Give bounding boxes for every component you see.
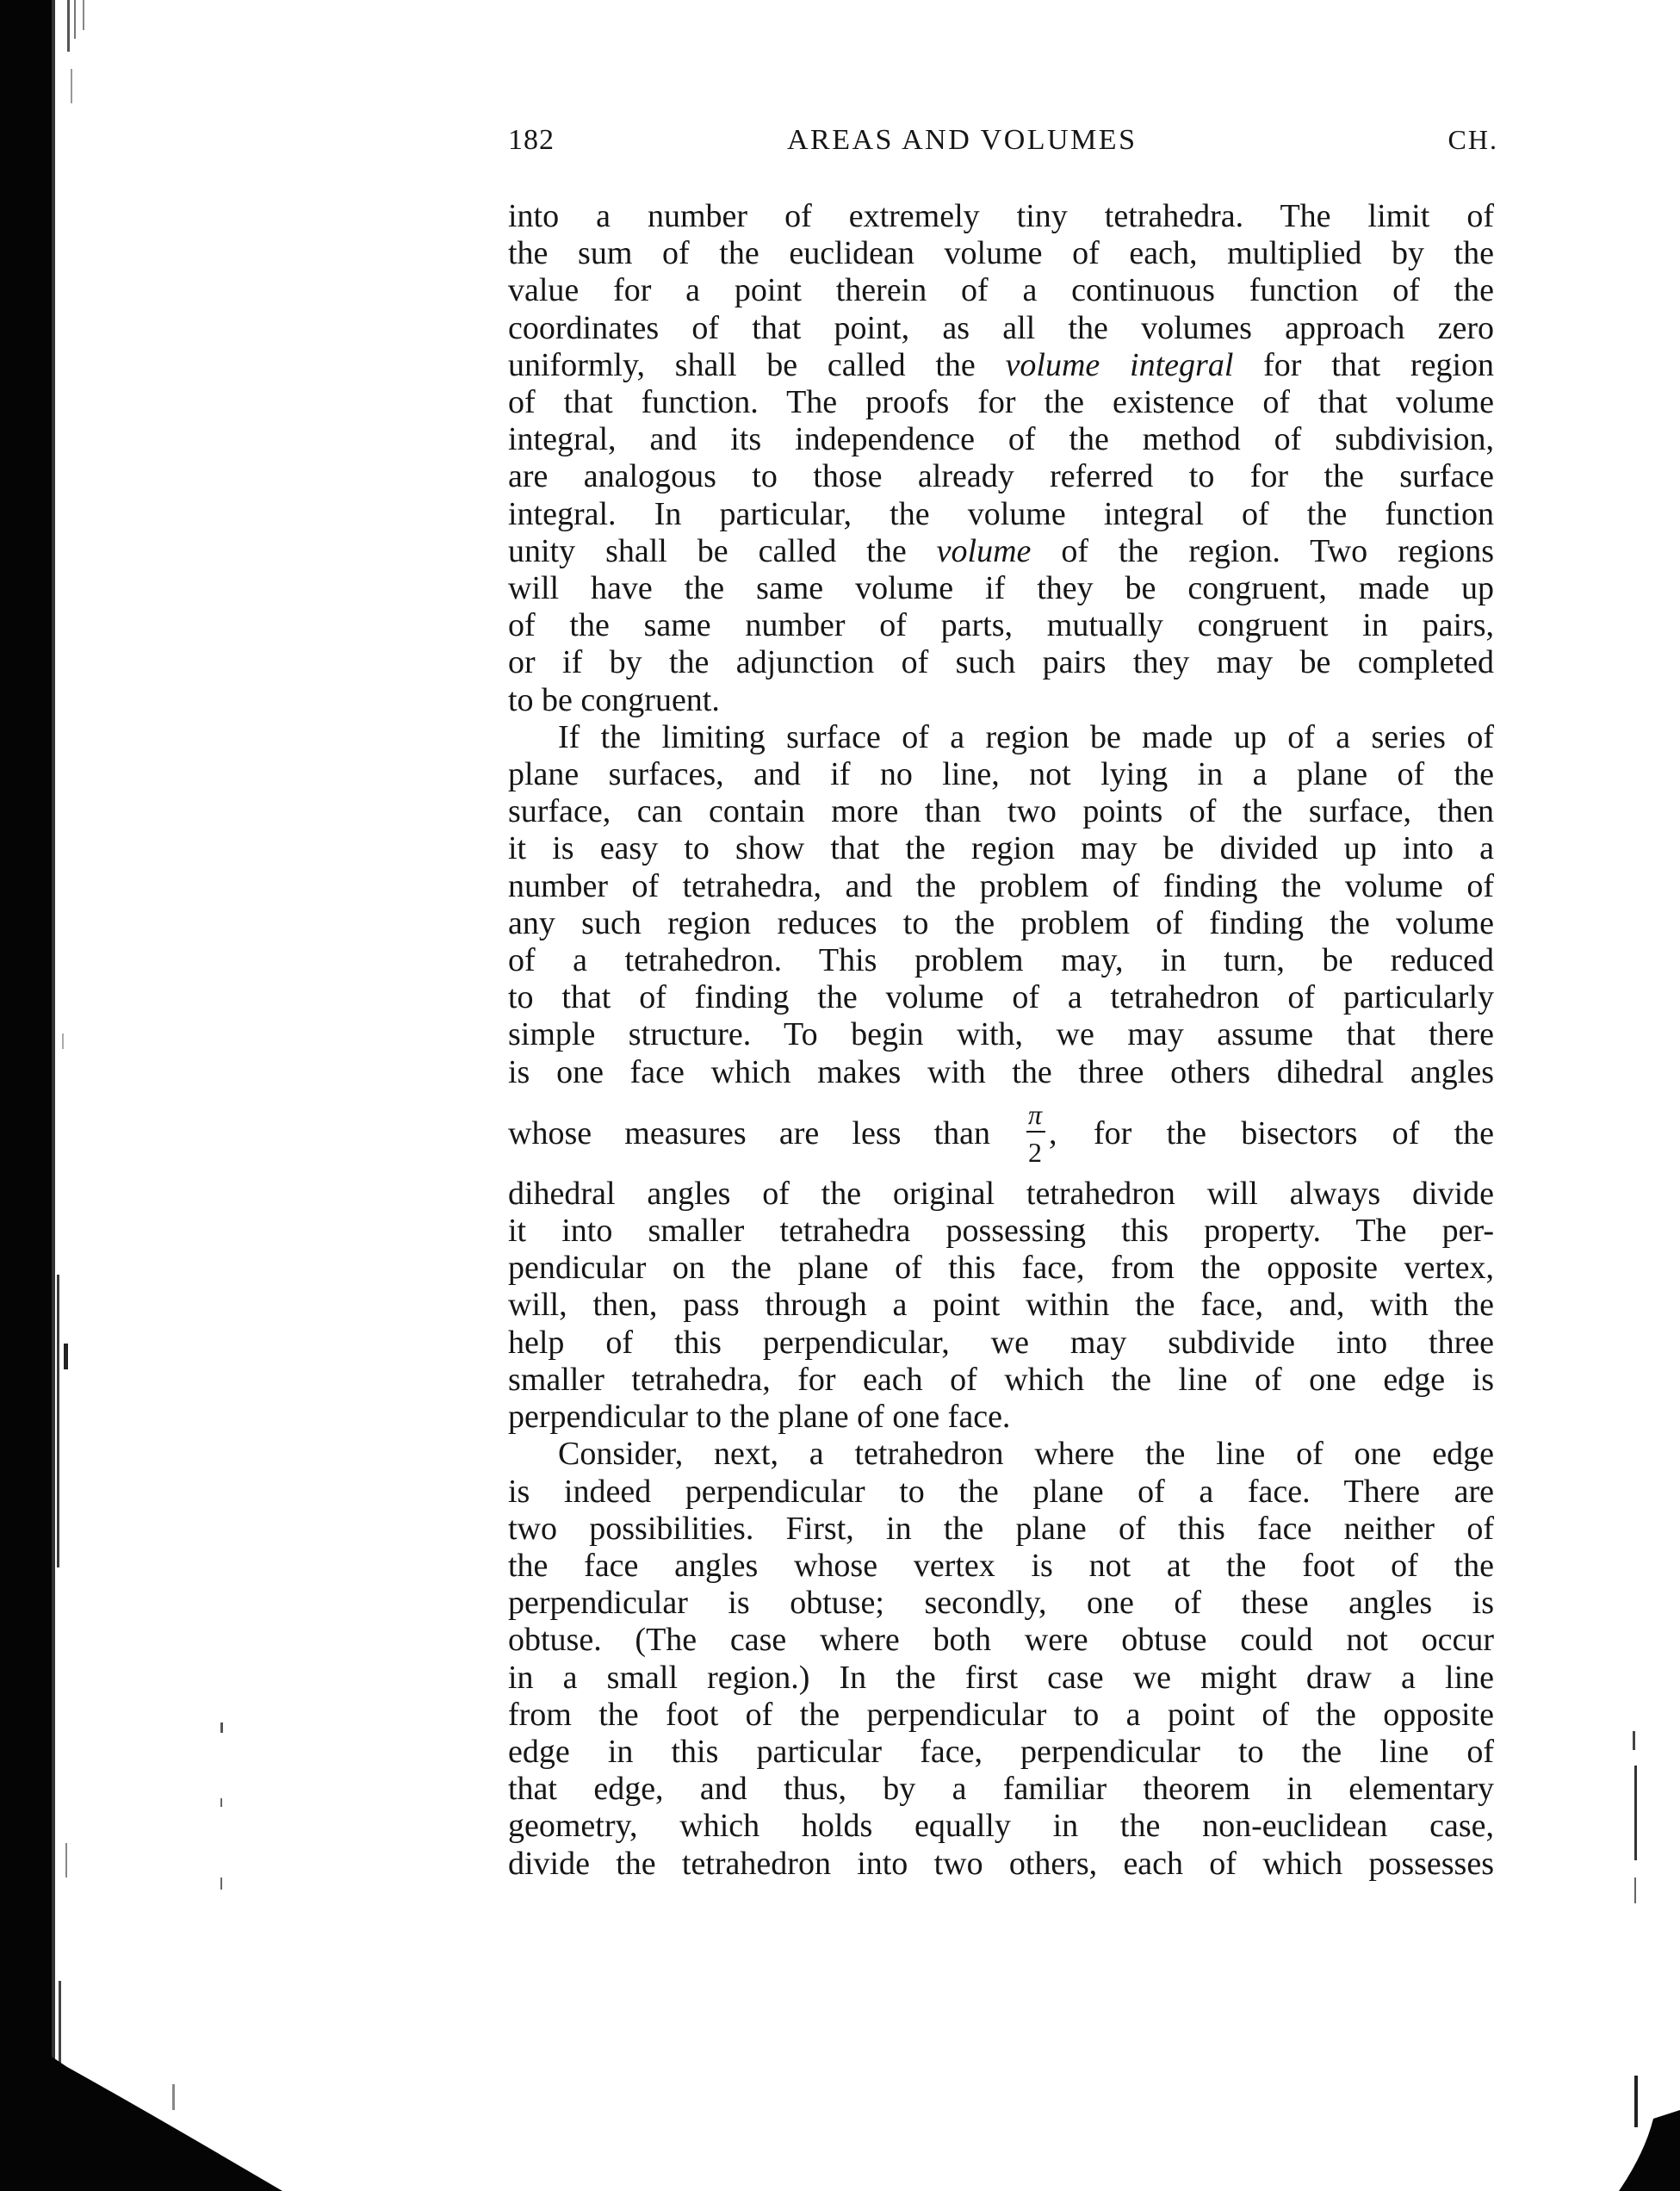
text-line: it is easy to show that the region may be divided up into a <box>508 830 1494 867</box>
text-line: of a tetrahedron. This problem may, in turn, be reduced <box>508 942 1494 979</box>
text-line: perpendicular is obtuse; secondly, one of these angles is <box>508 1585 1494 1622</box>
fraction-denominator: 2 <box>1028 1136 1042 1168</box>
term-volume: volume <box>936 532 1032 569</box>
text-line: any such region reduces to the problem of finding the volume <box>508 904 1494 941</box>
text-line: number of tetrahedra, and the problem of finding the volume of <box>508 867 1494 904</box>
right-edge-marks <box>1619 1705 1680 2191</box>
fraction-line <box>508 1091 1494 1176</box>
text-line: dihedral angles of the original tetrahedron will always divide <box>508 1175 1494 1212</box>
page-number: 182 <box>508 124 555 156</box>
text-line <box>508 347 1494 384</box>
text-line: value for a point therein of a continuous function of the <box>508 272 1494 309</box>
text-line: is one face which makes with the three others dihedral angles <box>508 1053 1494 1090</box>
text-line: Consider, next, a tetrahedron where the line of one edge <box>558 1436 1494 1473</box>
text-line: are analogous to those already referred to for the surface <box>508 458 1494 495</box>
chapter-label: CH. <box>1448 124 1498 155</box>
text-line: of that function. The proofs for the existence of that volume <box>508 384 1494 421</box>
binding-curve <box>41 2050 282 2191</box>
text-line: in a small region.) In the first case we might draw a line <box>508 1659 1494 1696</box>
text-span: unity shall be called the <box>508 532 907 569</box>
fraction-comma: , <box>1049 1114 1057 1151</box>
paragraph-3 <box>508 1436 1494 1882</box>
text-span: uniformly, shall be called the <box>508 346 976 383</box>
text-span: of the region. Two regions <box>1061 532 1494 569</box>
pi-over-two-fraction <box>1023 1096 1052 1179</box>
edge-marks <box>52 0 293 2191</box>
text-span: for that region <box>1263 346 1495 383</box>
text-line: to be congruent. <box>508 681 720 718</box>
text-line: two possibilities. First, in the plane of this face neither of <box>508 1510 1494 1547</box>
text-line: will, then, pass through a point within the face, and, with the <box>508 1287 1494 1324</box>
text-line: that edge, and thus, by a familiar theorem in elementary <box>508 1771 1494 1808</box>
text-line: integral. In particular, the volume integral of the function <box>508 495 1494 532</box>
text-line: perpendicular to the plane of one face. <box>508 1399 1011 1436</box>
text-span: whose measures are less than <box>508 1114 990 1151</box>
text-line: the face angles whose vertex is not at the foot of the <box>508 1547 1494 1584</box>
text-line: of the same number of parts, mutually congruent in pairs, <box>508 607 1494 644</box>
text-line: geometry, which holds equally in the non-euclidean case, <box>508 1808 1494 1845</box>
text-line: is indeed perpendicular to the plane of a face. There are <box>508 1473 1494 1510</box>
text-line: help of this perpendicular, we may subdivide into three <box>508 1324 1494 1361</box>
text-line: surface, can contain more than two points of the surface, then <box>508 793 1494 830</box>
text-line <box>508 533 1494 570</box>
text-line: it into smaller tetrahedra possessing this property. The per- <box>508 1213 1494 1250</box>
fraction-numerator: π <box>1028 1098 1043 1130</box>
text-line: into a number of extremely tiny tetrahedra. The limit of <box>508 198 1494 234</box>
text-span: for the bisectors of the <box>1094 1114 1494 1151</box>
fraction-bar <box>1026 1131 1045 1133</box>
text-line: the sum of the euclidean volume of each, multiplied by the <box>508 235 1494 272</box>
text-line: divide the tetrahedron into two others, each of which possesses <box>508 1845 1494 1882</box>
text-line: edge in this particular face, perpendicular to the line of <box>508 1733 1494 1770</box>
paragraph-1 <box>508 198 1494 719</box>
text-line: obtuse. (The case where both were obtuse could not occur <box>508 1622 1494 1659</box>
paragraph-2 <box>508 719 1494 1436</box>
text-line: simple structure. To begin with, we may assume that there <box>508 1016 1494 1053</box>
text-line: integral, and its independence of the method of subdivision, <box>508 421 1494 458</box>
running-head <box>508 124 1498 167</box>
term-volume-integral: volume integral <box>1005 346 1234 383</box>
body-text <box>508 198 1494 1883</box>
text-line: will have the same volume if they be congruent, made up <box>508 570 1494 607</box>
text-line: smaller tetrahedra, for each of which the line of one edge is <box>508 1361 1494 1398</box>
text-line: to that of finding the volume of a tetrahedron of particularly <box>508 979 1494 1016</box>
binding-shadow <box>0 0 53 2191</box>
text-line: or if by the adjunction of such pairs they may be completed <box>508 644 1494 681</box>
text-line: plane surfaces, and if no line, not lying in a plane of the <box>508 756 1494 793</box>
text-line: If the limiting surface of a region be made up of a series of <box>558 718 1494 755</box>
text-line: from the foot of the perpendicular to a point of the opposite <box>508 1696 1494 1733</box>
text-line: coordinates of that point, as all the volumes approach zero <box>508 309 1494 346</box>
text-line: pendicular on the plane of this face, from the opposite vertex, <box>508 1250 1494 1287</box>
running-title: AREAS AND VOLUMES <box>787 124 1138 156</box>
